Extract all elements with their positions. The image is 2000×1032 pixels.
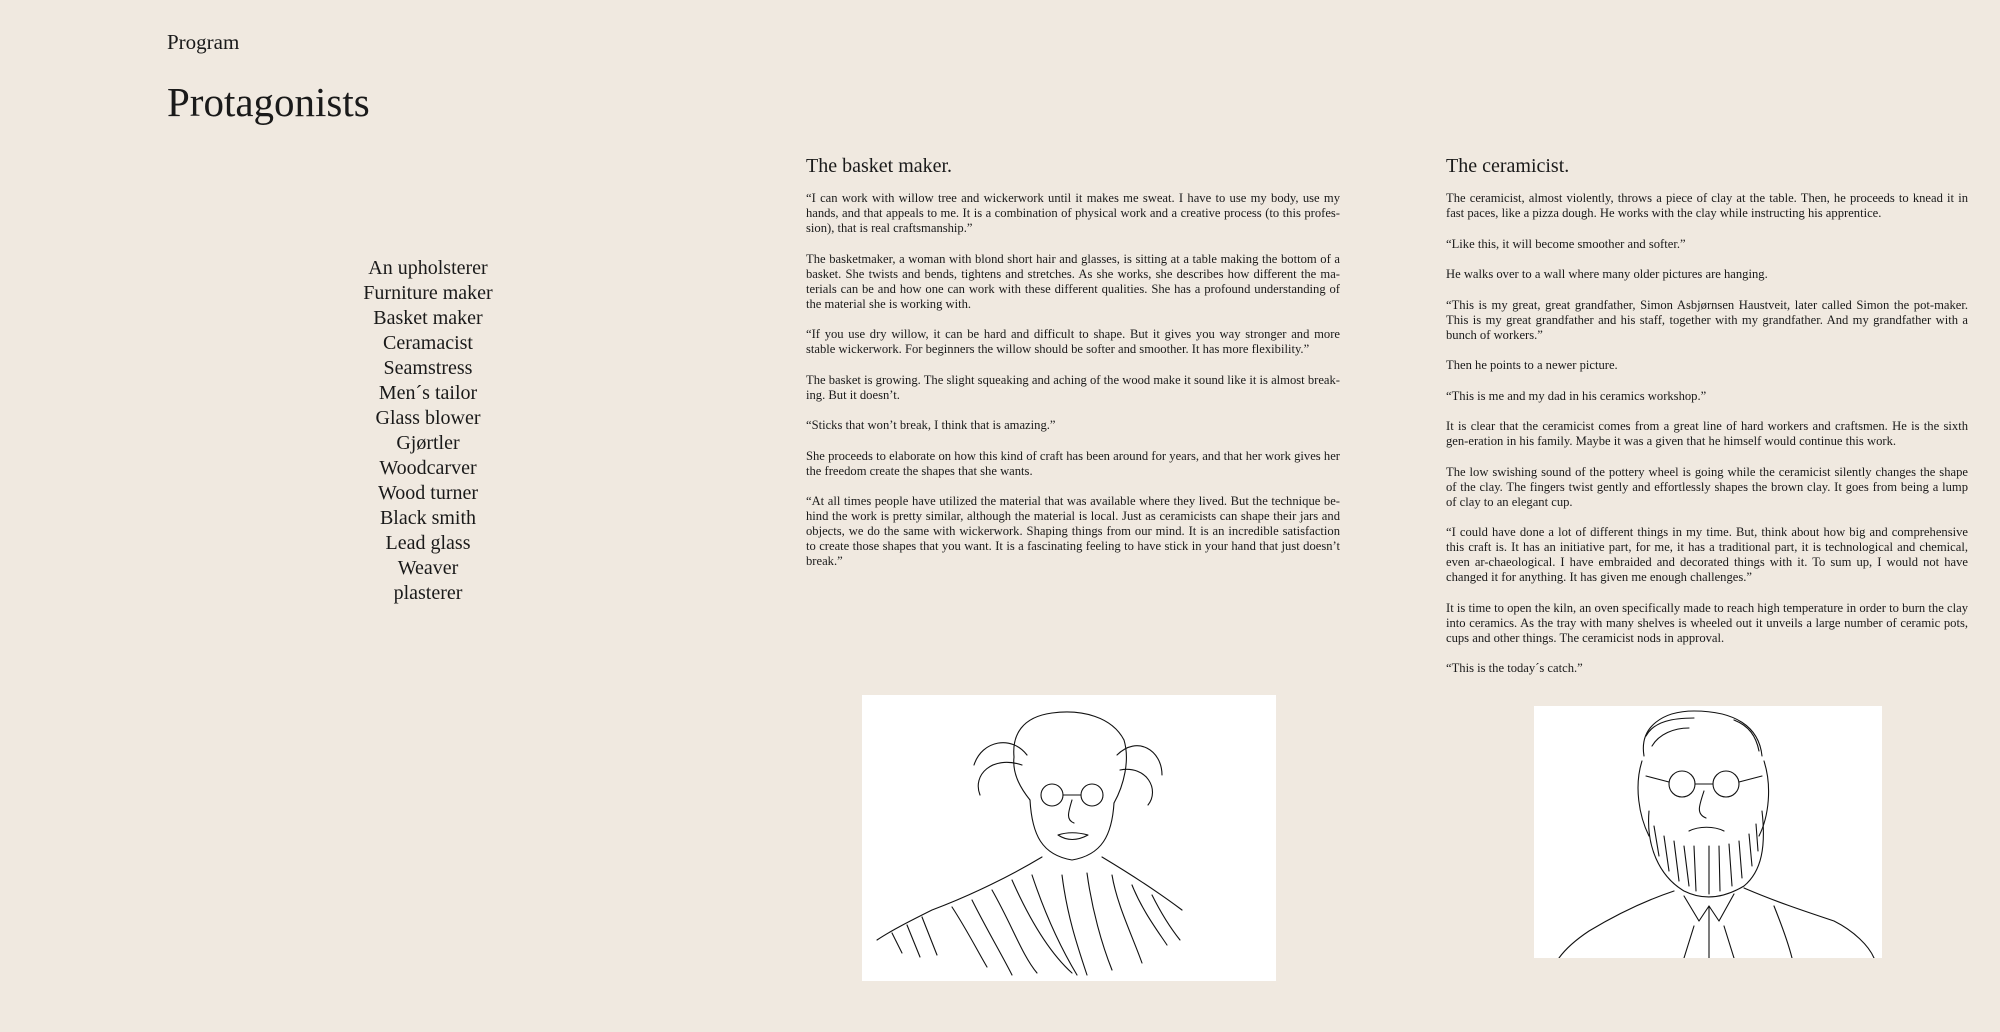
basket-paragraph: The basketmaker, a woman with blond short hair and glasses, is sitting at a table making the bottom of a basket. She twists and bends, tightens and stretches. As she works, she describes how different the ma-terials can be and how one can work with these different qualities. She has a profound understanding of the material she is working with. bbox=[806, 251, 1340, 311]
ceramic-paragraph: The ceramicist, almost violently, throws a piece of clay at the table. Then, he proceeds to knead it in fast paces, like a pizza dough. He works with the clay while instructing his apprentice. bbox=[1446, 191, 1968, 220]
basket-paragraph: “Sticks that won’t break, I think that is amazing.” bbox=[806, 418, 1056, 432]
ceramic-paragraph: It is clear that the ceramicist comes from a great line of hard workers and craftsmen. He is the sixth gen-eration in his family. Maybe it was a given that he himself would continue this work. bbox=[1446, 419, 1968, 448]
basket-maker-column bbox=[806, 155, 1340, 585]
basket-paragraph: “At all times people have utilized the material that was available where they lived. But the technique be-hind the work is pretty similar, although the material is local. Just as ceramicists can shape their jars and objects, we do the same with wickerwork. Shaping things from our mind. It is an incredible satisfaction to create those shapes that you want. It is a fascinating feeling to have stick in your hand that just doesn’t break.” bbox=[806, 494, 1340, 568]
ceramic-paragraph: It is time to open the kiln, an oven specifically made to reach high temperature in order to burn the clay into ceramics. As the tray with many shelves is wheeled out it unveils a large number of ceramic pots, cups and other things. The ceramicist nods in approval. bbox=[1446, 600, 1968, 645]
protagonist-item: plasterer bbox=[393, 582, 463, 604]
ceramic-paragraph: Then he points to a newer picture. bbox=[1446, 358, 1618, 372]
protagonist-item: Seamstress bbox=[383, 357, 473, 379]
protagonist-item: Wood turner bbox=[377, 482, 479, 504]
basket-paragraph: She proceeds to elaborate on how this kind of craft has been around for years, and that her work gives her the freedom create the shapes that she wants. bbox=[806, 448, 1340, 478]
basket-maker-portrait bbox=[862, 695, 1276, 981]
protagonist-item: Men´s tailor bbox=[378, 382, 478, 404]
ceramicist-column bbox=[1446, 155, 1968, 692]
page-title: Protagonists bbox=[167, 79, 370, 125]
protagonist-item: Gjørtler bbox=[396, 432, 460, 454]
basket-maker-heading: The basket maker. bbox=[806, 155, 953, 177]
ceramicist-portrait bbox=[1534, 706, 1882, 958]
ceramic-paragraph: “This is me and my dad in his ceramics workshop.” bbox=[1446, 388, 1707, 403]
protagonist-item: Weaver bbox=[397, 557, 459, 579]
basket-paragraph: “If you use dry willow, it can be hard and difficult to shape. But it gives you way stronger and more stable wickerwork. For beginners the willow should be softer and smoother. It has more flexibility.” bbox=[806, 327, 1340, 356]
protagonist-item: Basket maker bbox=[373, 307, 483, 329]
protagonist-item: Black smith bbox=[379, 507, 477, 529]
ceramic-paragraph: “I could have done a lot of different things in my time. But, think about how big and comprehensive this craft is. It has an initiative part, for me, it has a traditional part, it is technological and chemical, even ar-chaeological. I have embraided and decorated things with it. To sum up, I would not have changed it for anything. It has given me enough challenges.” bbox=[1446, 525, 1968, 584]
ceramic-paragraph: The low swishing sound of the pottery wheel is going while the ceramicist silently changes the shape of the clay. The fingers twist gently and effortlessly shapes the brown clay. It goes from being a lump of clay to an elegant cup. bbox=[1446, 464, 1968, 509]
protagonist-list bbox=[328, 256, 528, 606]
basket-maker-portrait-drawing-icon bbox=[862, 695, 1276, 981]
basket-paragraph: “I can work with willow tree and wickerwork until it makes me sweat. I have to use my body, use my hands, and that appeals to me. It is a combination of physical work and a creative process (to this profes-sion), that is real craftsmanship.” bbox=[806, 191, 1340, 235]
protagonist-item: An upholsterer bbox=[368, 257, 488, 279]
ceramic-paragraph: “Like this, it will become smoother and softer.” bbox=[1446, 236, 1686, 251]
section-label: Program bbox=[167, 30, 240, 54]
protagonist-item: Lead glass bbox=[385, 532, 471, 554]
ceramicist-portrait-drawing-icon bbox=[1534, 706, 1882, 958]
ceramic-paragraph: He walks over to a wall where many older pictures are hanging. bbox=[1446, 267, 1768, 281]
protagonist-item: Woodcarver bbox=[379, 457, 477, 479]
protagonist-item: Furniture maker bbox=[363, 282, 493, 304]
ceramic-paragraph: “This is my great, great grandfather, Simon Asbjørnsen Haustveit, later called Simon the pot-maker. This is my great grandfather and his staff, together with my grandfather. And my grandfather with a bunch of workers.” bbox=[1446, 297, 1968, 342]
protagonist-item: Glass blower bbox=[375, 407, 481, 429]
basket-paragraph: The basket is growing. The slight squeaking and aching of the wood make it sound like it is almost break-ing. But it doesn’t. bbox=[806, 372, 1340, 402]
protagonist-item: Ceramacist bbox=[383, 332, 473, 354]
ceramic-paragraph: “This is the today´s catch.” bbox=[1446, 661, 1583, 675]
ceramicist-heading: The ceramicist. bbox=[1446, 155, 1570, 177]
